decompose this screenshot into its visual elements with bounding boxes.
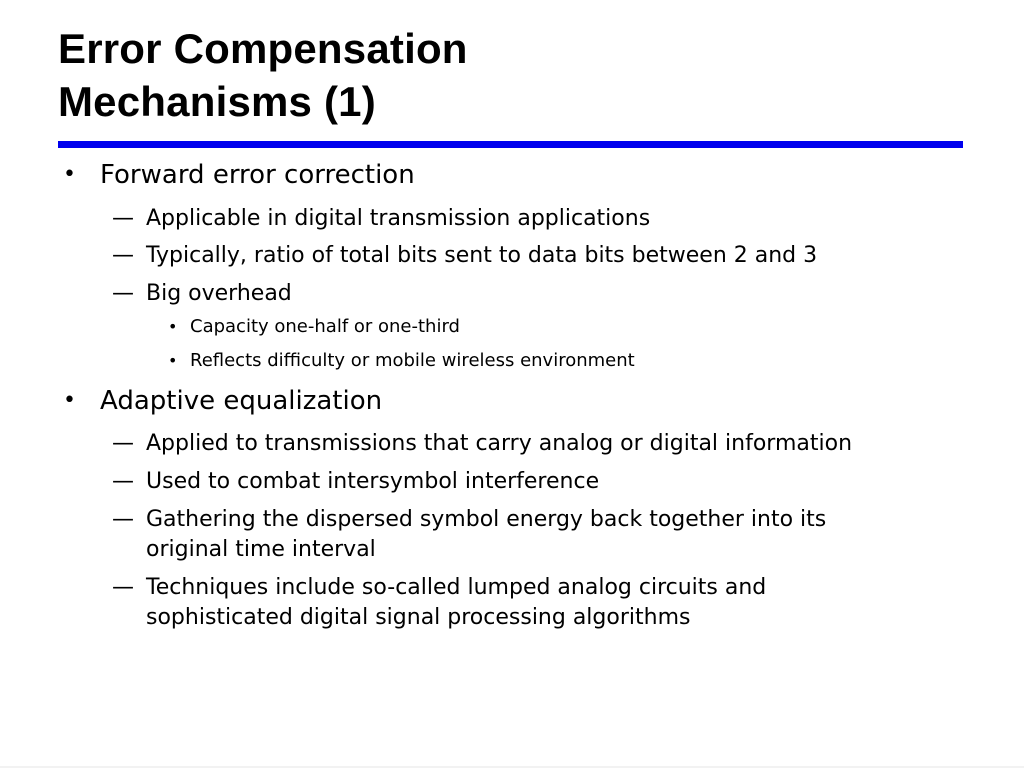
bullet-text: Forward error correction — [100, 160, 415, 190]
subitem-adaptive-gathering — [112, 504, 827, 535]
em-dash-icon: — — [112, 507, 134, 532]
subsubitem-reflects — [168, 350, 635, 372]
em-dash-icon: — — [112, 206, 134, 231]
subitem-text: Gathering the dispersed symbol energy back together into its — [146, 507, 827, 532]
bullet-adaptive-equalization — [63, 386, 383, 416]
subitem-fec-ratio — [112, 240, 818, 271]
subitem-text: Techniques include so-called lumped analog circuits and — [146, 575, 767, 600]
subsubitem-text: Reflects difficulty or mobile wireless environment — [190, 350, 635, 371]
em-dash-icon: — — [112, 575, 134, 600]
subsubitem-capacity — [168, 316, 460, 338]
subitem-fec-overhead — [112, 278, 292, 309]
subitem-text: Big overhead — [146, 281, 292, 306]
subitem-adaptive-applied — [112, 428, 853, 459]
em-dash-icon: — — [112, 281, 134, 306]
bullet-dot-icon: • — [168, 351, 178, 370]
bullet-dot-icon: • — [63, 388, 76, 413]
bullet-dot-icon: • — [63, 162, 76, 187]
subitem-text: Used to combat intersymbol interference — [146, 469, 600, 494]
title-line-2: Mechanisms (1) — [58, 78, 376, 125]
em-dash-icon: — — [112, 243, 134, 268]
subitem-adaptive-gathering-continuation — [146, 534, 376, 565]
subsubitem-text: Capacity one-half or one-third — [190, 316, 460, 337]
subitem-text: Applied to transmissions that carry analog or digital information — [146, 431, 853, 456]
subitem-text: Applicable in digital transmission applications — [146, 206, 651, 231]
bullet-dot-icon: • — [168, 317, 178, 336]
subitem-text-continuation: original time interval — [146, 537, 376, 562]
bullet-text: Adaptive equalization — [100, 386, 383, 416]
title-line-1: Error Compensation — [58, 25, 468, 72]
subitem-adaptive-combat — [112, 466, 600, 497]
em-dash-icon: — — [112, 431, 134, 456]
subitem-text: Typically, ratio of total bits sent to data bits between 2 and 3 — [146, 243, 818, 268]
subitem-text-continuation: sophisticated digital signal processing algorithms — [146, 605, 691, 630]
em-dash-icon: — — [112, 469, 134, 494]
subitem-fec-applicable — [112, 203, 651, 234]
bullet-forward-error-correction — [63, 160, 415, 190]
subitem-adaptive-techniques-continuation — [146, 602, 690, 633]
subitem-adaptive-techniques — [112, 572, 767, 603]
